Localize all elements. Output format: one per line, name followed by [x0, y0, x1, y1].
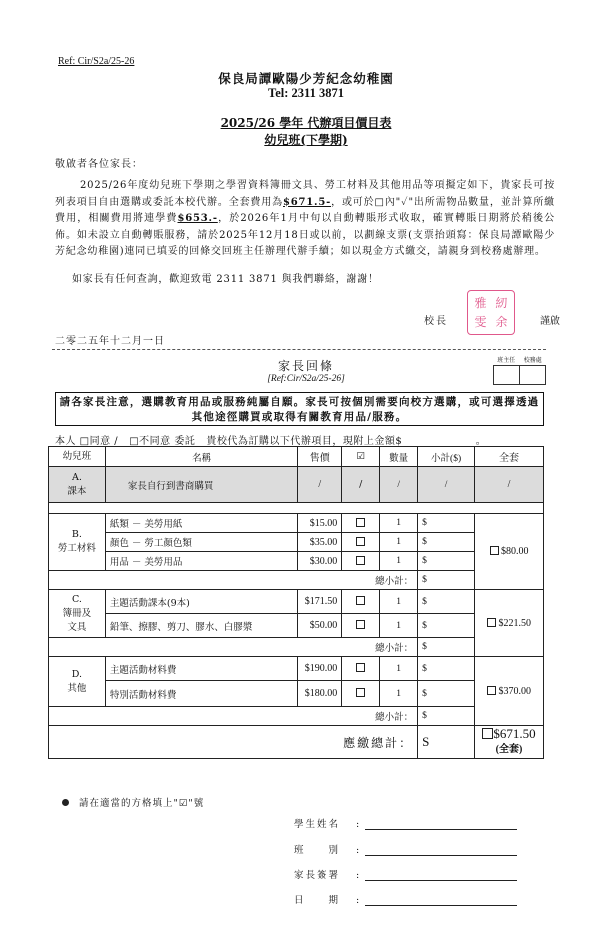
field-label: 班 別: [294, 845, 341, 856]
full-set-price: $80.00: [501, 546, 529, 557]
item-checkbox[interactable]: [342, 552, 380, 571]
date-input[interactable]: [365, 894, 517, 906]
instruction-text: 請在適當的方格填上"☑"號: [79, 798, 205, 809]
closing-respect: 謹啟: [540, 316, 560, 327]
table-row: [49, 552, 544, 571]
grand-total-row: [49, 726, 544, 759]
full-set-price: $221.50: [498, 617, 531, 629]
stamp-char: 雯: [474, 315, 487, 330]
school-telephone: Tel: 2311 3871: [268, 86, 344, 100]
table-row: [49, 657, 544, 681]
voluntary-notice: 請各家長注意，選購教育用品或服務純屬自願。家長可按個別需要向校方選購，或可選擇透過其他途徑購買或取得有關教育用品/服務。: [55, 392, 544, 426]
grand-full-set-price: $671.50: [493, 726, 536, 741]
full-set-cell[interactable]: [475, 590, 544, 657]
item-qty: 1: [380, 514, 418, 533]
col-qty: 數量: [380, 447, 418, 467]
category-b-label: [49, 514, 106, 571]
agreement-line[interactable]: 本人 □同意 / □不同意 委託 貴校代為訂購以下代辦項目，現附上金額$ 。: [55, 436, 487, 447]
placeholder-cell: /: [418, 467, 475, 503]
table-row: [49, 681, 544, 707]
stamp-char: 余: [495, 315, 508, 330]
group-total-row: [49, 638, 544, 657]
cut-line-divider: [52, 349, 546, 350]
teacher-check-cell[interactable]: [494, 366, 520, 384]
document-subtitle: [0, 131, 612, 148]
table-row: [49, 514, 544, 533]
grand-full-set-cell[interactable]: [475, 726, 544, 759]
spacer-row: [49, 503, 544, 514]
principal-seal-stamp: [467, 290, 515, 335]
checkbox-icon[interactable]: [356, 620, 365, 629]
item-price: $171.50: [298, 590, 342, 614]
item-name: 紙類 － 美勞用紙: [105, 514, 297, 533]
office-use-box: [493, 365, 546, 385]
item-price: $190.00: [298, 657, 342, 681]
field-label: 日 期: [294, 895, 341, 906]
item-subtotal[interactable]: $: [418, 657, 475, 681]
item-name: 用品 － 美勞用品: [105, 552, 297, 571]
item-subtotal[interactable]: $: [418, 552, 475, 571]
item-price: $30.00: [298, 552, 342, 571]
letter-body: [55, 178, 555, 261]
item-subtotal[interactable]: $: [418, 614, 475, 638]
grand-full-set-note: (全套): [495, 744, 523, 755]
parent-signature-field: [294, 867, 517, 881]
reference-number: Ref: Cir/S2a/25-26: [58, 56, 135, 67]
spacer-cell: [49, 503, 544, 514]
full-set-cell[interactable]: [475, 657, 544, 726]
checkbox-icon[interactable]: [490, 546, 499, 555]
item-name: 鉛筆、擦膠、剪刀、膠水、白膠漿: [105, 614, 297, 638]
checkbox-icon[interactable]: [487, 618, 496, 627]
item-subtotal[interactable]: $: [418, 514, 475, 533]
instruction-note: [62, 795, 204, 809]
item-price: $35.00: [298, 533, 342, 552]
parent-signature-input[interactable]: [365, 869, 517, 881]
item-checkbox[interactable]: [342, 614, 380, 638]
colon: :: [356, 870, 360, 881]
col-class: 幼兒班: [49, 447, 106, 467]
letter-body-part: ，或可於□內"✓"出所需物品數量，並計算所繳費用，相關費用將連學費: [55, 196, 555, 224]
item-name: 主題活動材料費: [105, 657, 297, 681]
letter-body-part: ，於2026年1月中旬以自動轉賬形式收取，確實轉賬日期將於稍後公佈。如未設立自動轉賬服務，請於2025年12月18日或以前，以劃線支票(支票抬頭寫：保良局譚歐陽少芳紀念幼稚園)連同已填妥的回條交回班主任辦理代辦手續；如以現金方式繳交，請親身到校務處辦理。: [55, 213, 555, 257]
category-c-label: [49, 590, 106, 638]
stamp-char: 雅: [474, 295, 487, 310]
group-total-label: 總小計：: [49, 638, 418, 657]
colon: :: [356, 845, 360, 856]
item-checkbox[interactable]: [342, 681, 380, 707]
item-checkbox[interactable]: [342, 533, 380, 552]
category-name: 簿冊及: [62, 607, 92, 619]
bullet-icon: [62, 799, 69, 806]
item-price: $50.00: [298, 614, 342, 638]
table-row: [49, 614, 544, 638]
col-name: 名稱: [105, 447, 297, 467]
document-subtitle-text: 幼兒班(下學期): [264, 133, 348, 147]
document-title-text: 2025/26 學年 代辦項目價目表: [220, 116, 392, 130]
item-qty: 1: [380, 552, 418, 571]
item-checkbox[interactable]: [342, 657, 380, 681]
letter-date: 二零二五年十二月一日: [55, 336, 165, 347]
category-a-label: [49, 467, 106, 503]
grand-total-label: 應繳總計：: [49, 726, 418, 759]
office-label: 校務處: [523, 357, 542, 364]
date-field: [294, 892, 517, 906]
grand-total-value[interactable]: S: [418, 726, 475, 759]
item-name: 顏色 － 勞工顏色類: [105, 533, 297, 552]
item-subtotal[interactable]: $: [418, 681, 475, 707]
item-price: $15.00: [298, 514, 342, 533]
letter-body-part: 2025/26年度幼兒班下學期之學習資料簿冊文具、勞工材料及其他用品等項擬定如下，貴家長可按列表項目自由選購或委託本校代辦。全套費用為: [55, 180, 555, 208]
class-field: [294, 842, 517, 856]
tuition-fee: $653.-: [177, 213, 218, 224]
group-total-label: 總小計：: [49, 707, 418, 726]
group-total-row: [49, 571, 544, 590]
category-d-label: [49, 657, 106, 707]
checkbox-icon[interactable]: [482, 728, 493, 739]
group-total-label: 總小計：: [49, 571, 418, 590]
contact-note: 如家長有任何查詢，歡迎致電 2311 3871 與我們聯絡，謝謝！: [72, 274, 379, 285]
checkbox-icon[interactable]: [356, 596, 365, 605]
office-check-cell[interactable]: [520, 366, 545, 384]
field-label: 學生姓名: [294, 819, 341, 830]
item-name: 特別活動材料費: [105, 681, 297, 707]
category-a-item: 家長自行到書商購買: [105, 467, 297, 503]
group-total-row: [49, 707, 544, 726]
student-name-input[interactable]: [365, 818, 517, 830]
school-name: 保良局譚歐陽少芳紀念幼稚園: [218, 71, 394, 86]
checkbox-icon[interactable]: [356, 537, 365, 546]
item-subtotal[interactable]: $: [418, 533, 475, 552]
item-checkbox[interactable]: [342, 590, 380, 614]
category-name: 課本: [67, 485, 87, 497]
student-name-field: [294, 816, 517, 830]
group-total-value[interactable]: $: [418, 707, 475, 726]
placeholder-cell: /: [298, 467, 342, 503]
full-set-price: $671.5-: [283, 196, 332, 208]
item-qty: 1: [380, 681, 418, 707]
item-qty: 1: [380, 533, 418, 552]
placeholder-cell: /: [475, 467, 544, 503]
group-total-value[interactable]: $: [418, 571, 475, 590]
table-row: [49, 533, 544, 552]
item-qty: 1: [380, 590, 418, 614]
category-name: 勞工材料: [57, 543, 96, 554]
checkbox-icon[interactable]: [356, 663, 365, 672]
class-input[interactable]: [365, 844, 517, 856]
group-total-value[interactable]: $: [418, 638, 475, 657]
item-price: $180.00: [298, 681, 342, 707]
checkbox-icon[interactable]: [487, 686, 496, 695]
item-name: 主題活動課本(9本): [105, 590, 297, 614]
placeholder-cell: /: [342, 467, 380, 503]
stamp-char: 紉: [495, 295, 508, 310]
col-check: ☑: [342, 447, 380, 467]
category-letter: A.: [71, 471, 82, 483]
reply-slip-title: 家長回條: [277, 359, 334, 373]
col-subtotal: 小計($): [418, 447, 475, 467]
item-qty: 1: [380, 614, 418, 638]
item-checkbox[interactable]: [342, 514, 380, 533]
col-price: 售價: [298, 447, 342, 467]
category-letter: B.: [71, 529, 82, 540]
full-set-price: $370.00: [498, 685, 531, 697]
field-label: 家長簽署: [294, 870, 341, 881]
principal-label: 校長: [424, 316, 448, 327]
category-name: 文具: [67, 621, 87, 633]
item-subtotal[interactable]: $: [418, 590, 475, 614]
items-table: [48, 446, 544, 759]
col-full-set: 全套: [475, 447, 544, 467]
checkbox-icon[interactable]: [356, 518, 365, 527]
category-letter: C.: [71, 593, 82, 605]
checkbox-icon[interactable]: [356, 556, 365, 565]
category-name: 其他: [67, 682, 87, 694]
colon: :: [356, 895, 360, 906]
document-title: [0, 114, 612, 131]
table-row-category-a: [49, 467, 544, 503]
full-set-cell[interactable]: [475, 514, 544, 590]
item-qty: 1: [380, 657, 418, 681]
checkbox-icon[interactable]: [356, 688, 365, 697]
placeholder-cell: /: [380, 467, 418, 503]
table-row: [49, 590, 544, 614]
office-label: 班主任: [497, 357, 516, 364]
reply-slip-ref: [Ref:Cir/S2a/25-26]: [267, 374, 345, 384]
office-use-labels: [493, 355, 546, 364]
colon: :: [356, 819, 360, 830]
table-header-row: [49, 447, 544, 467]
salutation: 敬啟者各位家長：: [55, 159, 143, 170]
category-letter: D.: [71, 668, 83, 680]
